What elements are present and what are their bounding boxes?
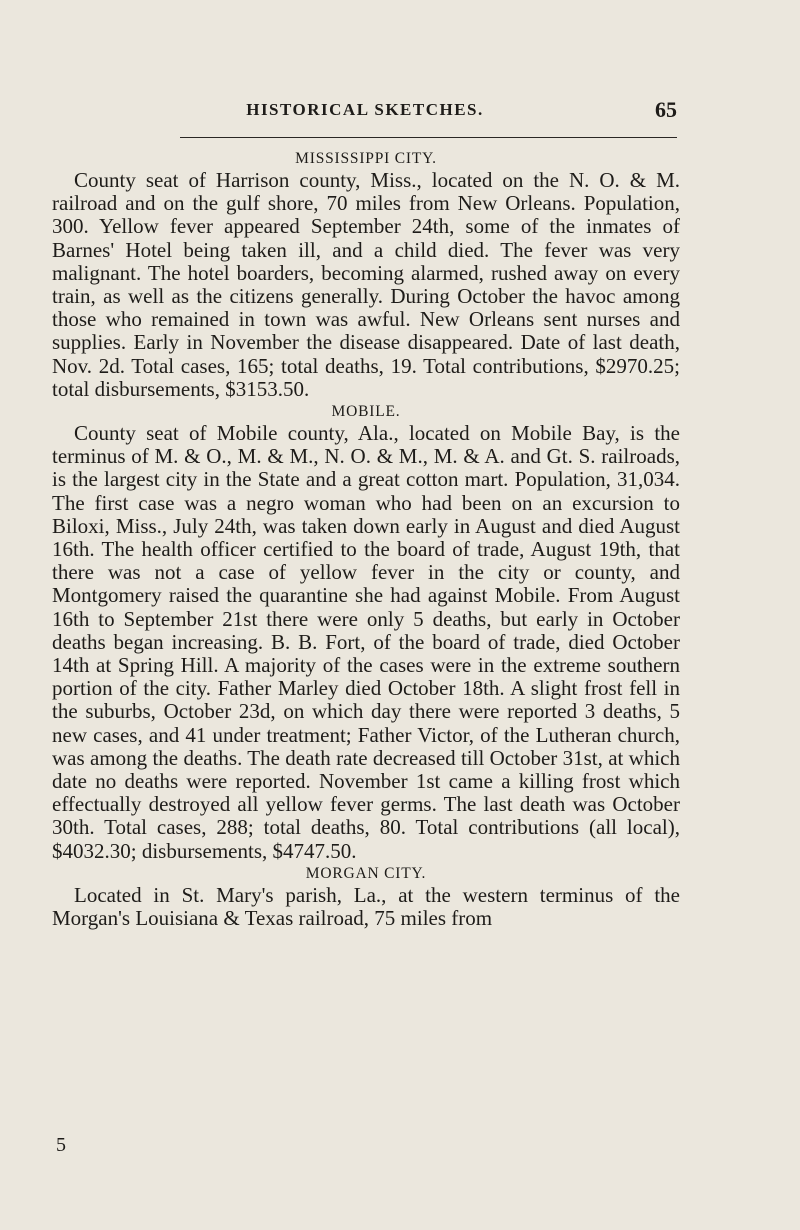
page-body xyxy=(52,148,680,930)
section-title-mississippi-city: MISSISSIPPI CITY. xyxy=(295,150,437,167)
header-rule xyxy=(180,137,677,138)
section-body-mississippi-city: County seat of Harrison county, Miss., located on the N. O. & M. railroad and on the gulf shore, 70 miles from New Orleans. Population, 300. Yellow fever appeared September 24th, some of the inmates of Barnes' Hotel being taken ill, and a child died. The fever was very malignant. The hotel boarders, becoming alarmed, rushed away on every train, as well as the citizens generally. During October the havoc among those who remained in town was awful. New Orleans sent nurses and supplies. Early in November the disease disappeared. Date of last death, Nov. 2d. Total cases, 165; total deaths, 19. Total contributions, $2970.25; total disbursements, $3153.50. xyxy=(52,168,680,401)
section-title-mobile: MOBILE. xyxy=(331,403,401,421)
signature-mark: 5 xyxy=(56,1134,66,1156)
section-body-morgan-city: Located in St. Mary's parish, La., at the western terminus of the Morgan's Louisiana & Texas railroad, 75 miles from xyxy=(52,882,680,931)
page-number: 65 xyxy=(655,97,677,122)
page-header xyxy=(55,97,677,128)
section-title-morgan-city: MORGAN CITY. xyxy=(305,864,427,882)
section-body-mobile: County seat of Mobile county, Ala., located on Mobile Bay, is the terminus of M. & O., M. & M., N. O. & M., M. & A. and Gt. S. railroads, is the largest city in the State and a great cotton mart. Population, 31,034. The first case was a negro woman who had been on an excursion to Biloxi, Miss., July 24th, was taken down early in August and died August 16th. The health officer certified to the board of trade, August 19th, that there was not a case of yellow fever in the city or county, and Montgomery raised the quarantine she had against Mobile. From August 16th to September 21st there were only 5 deaths, but early in October deaths began increasing. B. B. Fort, of the board of trade, died October 14th at Spring Hill. A majority of the cases were in the extreme southern portion of the city. Father Marley died October 18th. A slight frost fell in the suburbs, October 23d, on which day there were reported 3 deaths, 5 new cases, and 41 under treatment; Father Victor, of the Lutheran church, was among the deaths. The death rate decreased till October 31st, at which date no deaths were reported. November 1st came a killing frost which effectually destroyed all yellow fever germs. The last death was October 30th. Total cases, 288; total deaths, 80. Total contributions (all local), $4032.30; disbursements, $4747.50. xyxy=(52,421,680,863)
running-head: HISTORICAL SKETCHES. xyxy=(246,100,484,119)
